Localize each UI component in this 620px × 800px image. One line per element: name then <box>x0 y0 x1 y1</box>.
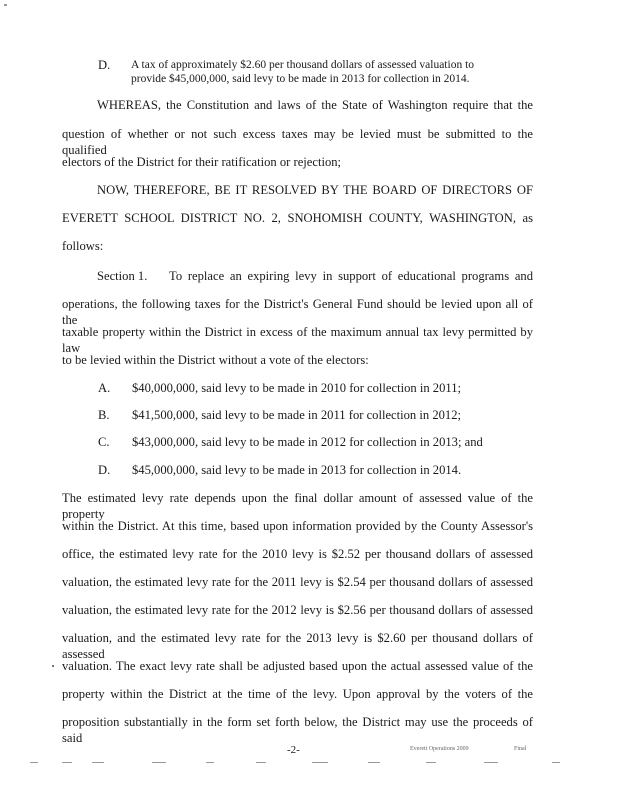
levy-a-text: $40,000,000, said levy to be made in 2010 for collection in 2011; <box>132 381 462 395</box>
item-d-label: D. <box>98 58 111 72</box>
footer-left-code: Everett Operations 2009 <box>410 746 469 752</box>
footer-dash <box>30 762 38 763</box>
item-d-line1: A tax of approximately $2.60 per thousand dollars of assessed valuation to <box>131 59 475 71</box>
estimate-line6: valuation, and the estimated levy rate for the 2013 levy is $2.60 per thousand dollars of assessed <box>62 631 533 661</box>
estimate-line4: valuation, the estimated levy rate for the 2011 levy is $2.54 per thousand dollars of assessed <box>62 575 533 589</box>
footer-dash <box>312 762 328 763</box>
levy-b-text: $41,500,000, said levy to be made in 2011 for collection in 2012; <box>132 408 462 422</box>
footer-dash <box>368 762 380 763</box>
estimate-line2: within the District. At this time, based upon information provided by the County Assessor's <box>62 519 533 533</box>
footer-dash <box>62 762 72 763</box>
footer-dash <box>552 762 560 763</box>
whereas-line1: WHEREAS, the Constitution and laws of the State of Washington require that the <box>97 98 533 112</box>
footer-dash <box>92 762 104 763</box>
estimate-line3: office, the estimated levy rate for the 2010 levy is $2.52 per thousand dollars of assessed <box>62 547 533 561</box>
resolved-line1: NOW, THEREFORE, BE IT RESOLVED BY THE BOARD OF DIRECTORS OF <box>97 183 533 197</box>
footer-dash <box>256 762 266 763</box>
estimate-line9: proposition substantially in the form set forth below, the District may use the proceeds of said <box>62 715 533 745</box>
footer-dash <box>426 762 436 763</box>
levy-d-text: $45,000,000, said levy to be made in 2013 for collection in 2014. <box>132 463 462 477</box>
estimate-line8: property within the District at the time of the levy. Upon approval by the voters of the <box>62 687 533 701</box>
estimate-line5: valuation, the estimated levy rate for the 2012 levy is $2.56 per thousand dollars of assessed <box>62 603 533 617</box>
section1-line1: To replace an expiring levy in support of educational programs and <box>169 269 533 283</box>
footer-dash <box>484 762 498 763</box>
section1-line3: taxable property within the District in excess of the maximum annual tax levy permitted by law <box>62 325 533 355</box>
footer-dash <box>206 762 214 763</box>
corner-mark <box>4 4 7 6</box>
levy-d-label: D. <box>98 463 111 477</box>
section1-label: Section 1. <box>97 269 148 283</box>
footer-right-code: Final <box>514 746 527 752</box>
levy-a-label: A. <box>98 381 111 395</box>
whereas-line3: electors of the District for their ratification or rejection; <box>62 155 342 169</box>
section1-line4: to be levied within the District without a vote of the electors: <box>62 353 369 367</box>
whereas-line2: question of whether or not such excess taxes may be levied must be submitted to the qualified <box>62 127 533 157</box>
levy-c-text: $43,000,000, said levy to be made in 2012 for collection in 2013; and <box>132 435 483 449</box>
estimate-line7: valuation. The exact levy rate shall be adjusted based upon the actual assessed value of the <box>62 659 533 673</box>
margin-mark <box>52 665 54 667</box>
resolved-line3: follows: <box>62 239 104 253</box>
resolved-line2: EVERETT SCHOOL DISTRICT NO. 2, SNOHOMISH COUNTY, WASHINGTON, as <box>62 211 533 225</box>
footer-dash <box>152 762 166 763</box>
estimate-line1: The estimated levy rate depends upon the final dollar amount of assessed value of the property <box>62 491 533 521</box>
section1-line2: operations, the following taxes for the District's General Fund should be levied upon all of the <box>62 297 533 327</box>
page-number: -2- <box>287 744 300 756</box>
levy-c-label: C. <box>98 435 110 449</box>
item-d-line2: provide $45,000,000, said levy to be made in 2013 for collection in 2014. <box>131 73 470 85</box>
levy-b-label: B. <box>98 408 110 422</box>
